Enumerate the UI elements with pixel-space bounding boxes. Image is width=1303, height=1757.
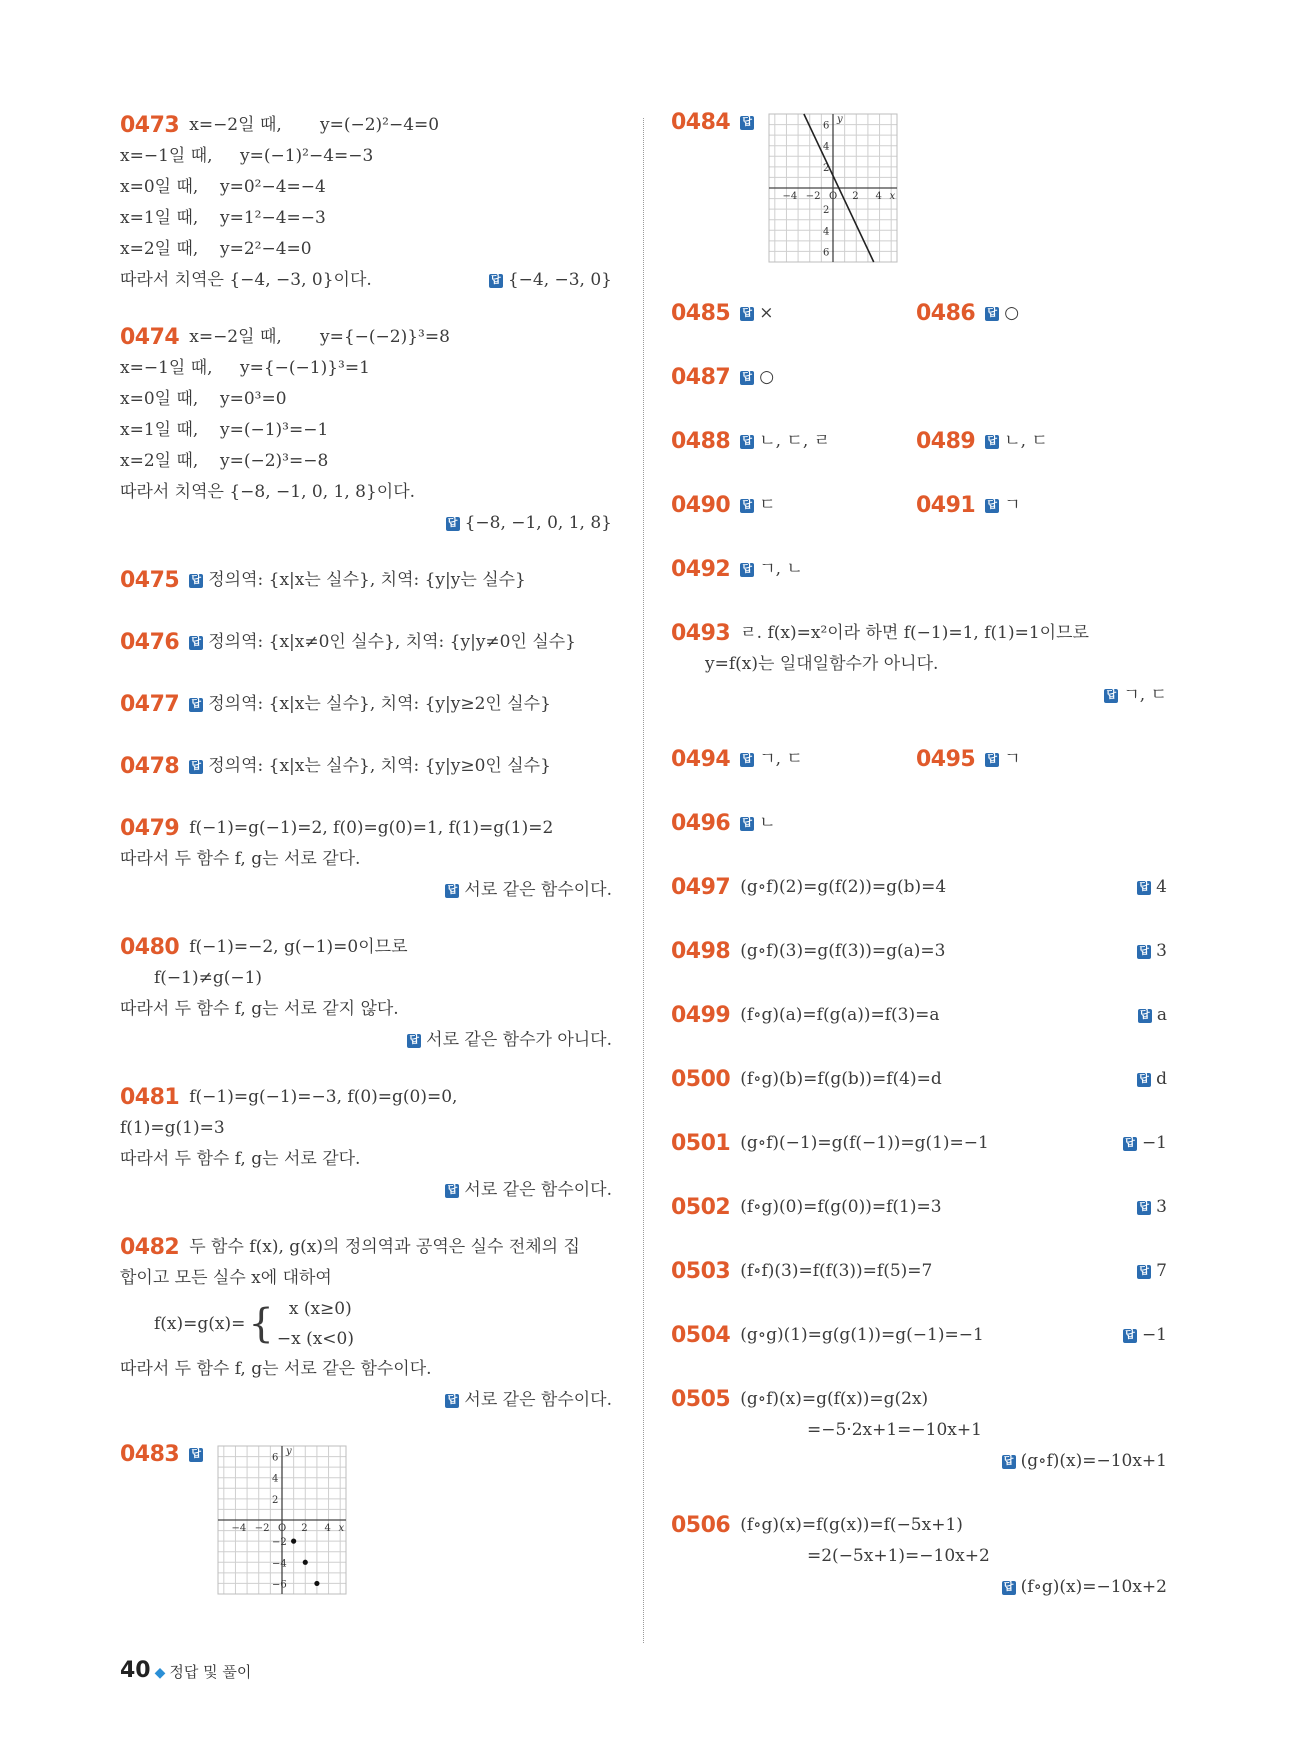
- answer-icon: 답: [445, 884, 459, 898]
- answer-icon: 답: [189, 760, 203, 774]
- problem-0474: 0474 x=−2일 때, y={−(−2)}³=8 x=−1일 때, y={−(−1)}³=1 x=0일 때, y=0³=0 x=1일 때, y=(−1)³=−1 x=2일 때, y=(−2)³=−8 따라서 치역은 {−8, −1, 0, 1, 8}이다. 답 {−8, −1, 0, 1, 8}: [120, 322, 612, 539]
- answer-icon: 답: [1002, 1455, 1016, 1469]
- answer-icon: 답: [1002, 1581, 1016, 1595]
- right-column: [671, 110, 1167, 1603]
- tick-label-x: 2: [851, 191, 859, 202]
- tick-label-y: y: [836, 114, 843, 126]
- answer-icon: 답: [1138, 1009, 1152, 1023]
- tick-label-x: −4: [782, 191, 797, 202]
- tick-label-y: 4: [822, 226, 830, 238]
- answer-text: {−4, −3, 0}: [507, 270, 612, 290]
- problem-0479: 0479 f(−1)=g(−1)=2, f(0)=g(0)=1, f(1)=g(1)=2 따라서 두 함수 f, g는 서로 같다. 답 서로 같은 함수이다.: [120, 813, 612, 906]
- problem-number: 0494: [671, 747, 731, 772]
- problem-number: 0488: [671, 429, 731, 454]
- problem-0500: 0500 (f∘g)(b)=f(g(b))=f(4)=d 답 d: [671, 1064, 1167, 1128]
- answer-icon: 답: [740, 817, 754, 831]
- answer-text: ㄱ, ㄷ: [1123, 685, 1167, 705]
- answer-icon: 답: [985, 435, 999, 449]
- tick-label-y: 2: [822, 205, 830, 217]
- problem-number: 0487: [671, 365, 731, 390]
- problem-number: 0490: [671, 493, 731, 518]
- problem-0501: 0501 (g∘f)(−1)=g(f(−1))=g(1)=−1 답 −1: [671, 1128, 1167, 1192]
- problem-0481: 0481 f(−1)=g(−1)=−3, f(0)=g(0)=0, f(1)=g(1)=3 따라서 두 함수 f, g는 서로 같다. 답 서로 같은 함수이다.: [120, 1082, 612, 1206]
- answer-icon: 답: [407, 1034, 421, 1048]
- problem-number: 0504: [671, 1323, 731, 1348]
- brace-symbol: {: [248, 1301, 274, 1347]
- answer-text: 정의역: {x|x는 실수}, 치역: {y|y≥0인 실수}: [208, 756, 551, 776]
- answer-text: 서로 같은 함수가 아니다.: [426, 1030, 612, 1050]
- problem-number: 0503: [671, 1259, 731, 1284]
- problem-number: 0499: [671, 1003, 731, 1028]
- tick-label-y: 2: [822, 162, 830, 174]
- answer-text: 서로 같은 함수이다.: [464, 1180, 612, 1200]
- conclusion-text: 따라서 치역은 {−8, −1, 0, 1, 8}이다.: [120, 482, 416, 502]
- problem-0482: 0482 두 함수 f(x), g(x)의 정의역과 공역은 실수 전체의 집 합이고 모든 실수 x에 대하여 f(x)=g(x)={ x (x≥0) −x (x<0) 따라서 두 함수 f, g는 서로 같은 함수이다. 답 서로 같은 함수이다.: [120, 1232, 612, 1416]
- problem-number: 0480: [120, 935, 180, 960]
- answer-text: 정의역: {x|x≠0인 실수}, 치역: {y|y≠0인 실수}: [208, 632, 576, 652]
- answer-text: ㄴ: [759, 813, 776, 833]
- row-0487: [671, 362, 1167, 426]
- answer-icon: 답: [1137, 945, 1151, 959]
- answer-text: 정의역: {x|x는 실수}, 치역: {y|y≥2인 실수}: [208, 694, 551, 714]
- answer-icon: 답: [740, 371, 754, 385]
- problem-0484: [671, 110, 1167, 298]
- problem-number: 0482: [120, 1235, 180, 1260]
- tick-label-y: −4: [271, 1558, 287, 1570]
- problem-number: 0475: [120, 568, 180, 593]
- answer-icon: 답: [1137, 881, 1151, 895]
- answer-text: ㄱ: [1004, 749, 1021, 769]
- graph-0483: [214, 1442, 354, 1602]
- problem-0504: 0504 (g∘g)(1)=g(g(1))=g(−1)=−1 답 −1: [671, 1320, 1167, 1384]
- answer-icon: 답: [1104, 689, 1118, 703]
- tick-label-x: −2: [805, 191, 821, 202]
- problem-number: 0500: [671, 1067, 731, 1092]
- row-0492: [671, 554, 1167, 618]
- problem-number: 0505: [671, 1387, 731, 1412]
- answer-text: ○: [759, 367, 775, 387]
- row-0496: [671, 808, 1167, 872]
- tick-label-y: 6: [822, 120, 830, 132]
- problem-number: 0502: [671, 1195, 731, 1220]
- graph-point: [291, 1539, 296, 1544]
- tick-label-y: −2: [271, 1537, 287, 1549]
- problem-0477: [120, 689, 612, 751]
- answer-icon: 답: [740, 563, 754, 577]
- answer-text: a: [1156, 1005, 1167, 1025]
- problem-number: 0481: [120, 1085, 180, 1110]
- answer-text: (f∘g)(x)=−10x+2: [1020, 1577, 1167, 1597]
- problem-number: 0473: [120, 113, 180, 138]
- tick-label-x: x: [889, 191, 895, 202]
- conclusion-text: 따라서 치역은 {−4, −3, 0}이다.: [120, 270, 372, 290]
- page-number: 40: [120, 1658, 151, 1683]
- answer-icon: 답: [740, 499, 754, 513]
- answer-text: ㄱ: [1004, 495, 1021, 515]
- row-0490-0491: [671, 490, 1167, 554]
- tick-label-y: 4: [271, 1473, 279, 1485]
- problem-0503: 0503 (f∘f)(3)=f(f(3))=f(5)=7 답 7: [671, 1256, 1167, 1320]
- problem-0480: 0480 f(−1)=−2, g(−1)=0이므로 f(−1)≠g(−1) 따라서 두 함수 f, g는 서로 같지 않다. 답 서로 같은 함수가 아니다.: [120, 932, 612, 1056]
- tick-label-y: 6: [271, 1452, 279, 1464]
- tick-label-x: O: [828, 191, 837, 202]
- answer-icon: 답: [189, 698, 203, 712]
- problem-0499: 0499 (f∘g)(a)=f(g(a))=f(3)=a 답 a: [671, 1000, 1167, 1064]
- problem-number: 0476: [120, 630, 180, 655]
- problem-0493: 0493 ㄹ. f(x)=x²이라 하면 f(−1)=1, f(1)=1이므로 y=f(x)는 일대일함수가 아니다. 답 ㄱ, ㄷ: [671, 618, 1167, 744]
- problem-0478: [120, 751, 612, 813]
- answer-icon: 답: [1137, 1265, 1151, 1279]
- tick-label-x: x: [338, 1523, 344, 1534]
- problem-number: 0479: [120, 816, 180, 841]
- problem-0475: [120, 565, 612, 627]
- problem-0502: 0502 (f∘g)(0)=f(g(0))=f(1)=3 답 3: [671, 1192, 1167, 1256]
- tick-label-x: 4: [324, 1523, 331, 1534]
- problem-0498: 0498 (g∘f)(3)=g(f(3))=g(a)=3 답 3: [671, 936, 1167, 1000]
- answer-text: 4: [1156, 877, 1167, 897]
- tick-label-x: 2: [300, 1523, 308, 1534]
- problem-0473: 0473 x=−2일 때, y=(−2)²−4=0 x=−1일 때, y=(−1)²−4=−3 x=0일 때, y=0²−4=−4 x=1일 때, y=1²−4=−3 x=2일 때, y=2²−4=0 따라서 치역은 {−4, −3, 0}이다. 답 {−4, −3, 0}: [120, 110, 612, 296]
- problem-number: 0483: [120, 1442, 180, 1467]
- tick-label-x: −2: [254, 1523, 270, 1534]
- tick-label-x: 4: [875, 191, 882, 202]
- problem-number: 0486: [916, 301, 976, 326]
- problem-0497: 0497 (g∘f)(2)=g(f(2))=g(b)=4 답 4: [671, 872, 1167, 936]
- answer-icon: 답: [1137, 1201, 1151, 1215]
- answer-icon: 답: [985, 753, 999, 767]
- bullet-icon: ◆: [154, 1665, 166, 1681]
- answer-icon: 답: [445, 1394, 459, 1408]
- tick-label-y: 6: [822, 247, 830, 259]
- graph-0484: [765, 110, 905, 270]
- answer-icon: 답: [1123, 1329, 1137, 1343]
- problem-number: 0498: [671, 939, 731, 964]
- page-footer: [120, 1658, 251, 1683]
- answer-text: 정의역: {x|x는 실수}, 치역: {y|y는 실수}: [208, 570, 526, 590]
- problem-number: 0485: [671, 301, 731, 326]
- tick-label-y: 2: [271, 1494, 279, 1506]
- answer-text: 3: [1156, 941, 1167, 961]
- answer-icon: 답: [985, 307, 999, 321]
- tick-label-x: O: [277, 1523, 286, 1534]
- answer-icon: 답: [189, 574, 203, 588]
- answer-text: {−8, −1, 0, 1, 8}: [464, 513, 612, 533]
- answer-icon: 답: [1123, 1137, 1137, 1151]
- answer-icon: 답: [446, 517, 460, 531]
- problem-number: 0493: [671, 621, 731, 646]
- problem-number: 0477: [120, 692, 180, 717]
- problem-number: 0506: [671, 1513, 731, 1538]
- answer-text: ○: [1004, 303, 1020, 323]
- answer-icon: 답: [1137, 1073, 1151, 1087]
- answer-icon: 답: [740, 116, 754, 130]
- graph-point: [314, 1581, 319, 1586]
- answer-text: ×: [759, 303, 774, 323]
- problem-number: 0495: [916, 747, 976, 772]
- problem-number: 0492: [671, 557, 731, 582]
- row-0494-0495: [671, 744, 1167, 808]
- problem-number: 0501: [671, 1131, 731, 1156]
- problem-number: 0497: [671, 875, 731, 900]
- answer-icon: 답: [189, 1448, 203, 1462]
- answer-icon: 답: [489, 274, 503, 288]
- answer-text: ㄷ: [759, 495, 776, 515]
- answer-icon: 답: [985, 499, 999, 513]
- tick-label-y: y: [285, 1446, 292, 1458]
- piecewise-definition: f(x)=g(x)={ x (x≥0) −x (x<0): [154, 1299, 354, 1349]
- problem-0505: 0505 (g∘f)(x)=g(f(x))=g(2x) =−5·2x+1=−10x+1 답 (g∘f)(x)=−10x+1: [671, 1384, 1167, 1510]
- answer-icon: 답: [740, 753, 754, 767]
- problem-number: 0496: [671, 811, 731, 836]
- tick-label-x: −4: [231, 1523, 246, 1534]
- footer-label: 정답 및 풀이: [169, 1663, 252, 1681]
- row-0485-0486: [671, 298, 1167, 362]
- answer-text: ㄱ, ㄷ: [759, 749, 803, 769]
- answer-text: 서로 같은 함수이다.: [464, 1390, 612, 1410]
- answer-text: −1: [1141, 1133, 1167, 1153]
- answer-text: ㄱ, ㄴ: [759, 559, 803, 579]
- answer-text: (g∘f)(x)=−10x+1: [1020, 1451, 1167, 1471]
- problem-number: 0484: [671, 110, 731, 135]
- problem-0506: 0506 (f∘g)(x)=f(g(x))=f(−5x+1) =2(−5x+1)=−10x+2 답 (f∘g)(x)=−10x+2: [671, 1510, 1167, 1603]
- answer-text: ㄴ, ㄷ: [1004, 431, 1048, 451]
- problem-number: 0478: [120, 754, 180, 779]
- answer-text: d: [1156, 1069, 1167, 1089]
- answer-icon: 답: [445, 1184, 459, 1198]
- answer-text: 3: [1156, 1197, 1167, 1217]
- problem-number: 0489: [916, 429, 976, 454]
- answer-icon: 답: [740, 307, 754, 321]
- problem-0483: [120, 1442, 612, 1602]
- tick-label-y: 4: [822, 141, 830, 153]
- problem-number: 0474: [120, 325, 180, 350]
- answer-text: 서로 같은 함수이다.: [464, 880, 612, 900]
- row-0488-0489: [671, 426, 1167, 490]
- column-divider: [643, 118, 644, 1643]
- answer-text: 7: [1156, 1261, 1167, 1281]
- problem-number: 0491: [916, 493, 976, 518]
- answer-text: −1: [1141, 1325, 1167, 1345]
- answer-text: ㄴ, ㄷ, ㄹ: [759, 431, 831, 451]
- answer-icon: 답: [189, 636, 203, 650]
- tick-label-y: −6: [271, 1579, 287, 1591]
- graph-point: [302, 1560, 307, 1565]
- problem-0476: [120, 627, 612, 689]
- answer-icon: 답: [740, 435, 754, 449]
- left-column: [120, 110, 612, 1602]
